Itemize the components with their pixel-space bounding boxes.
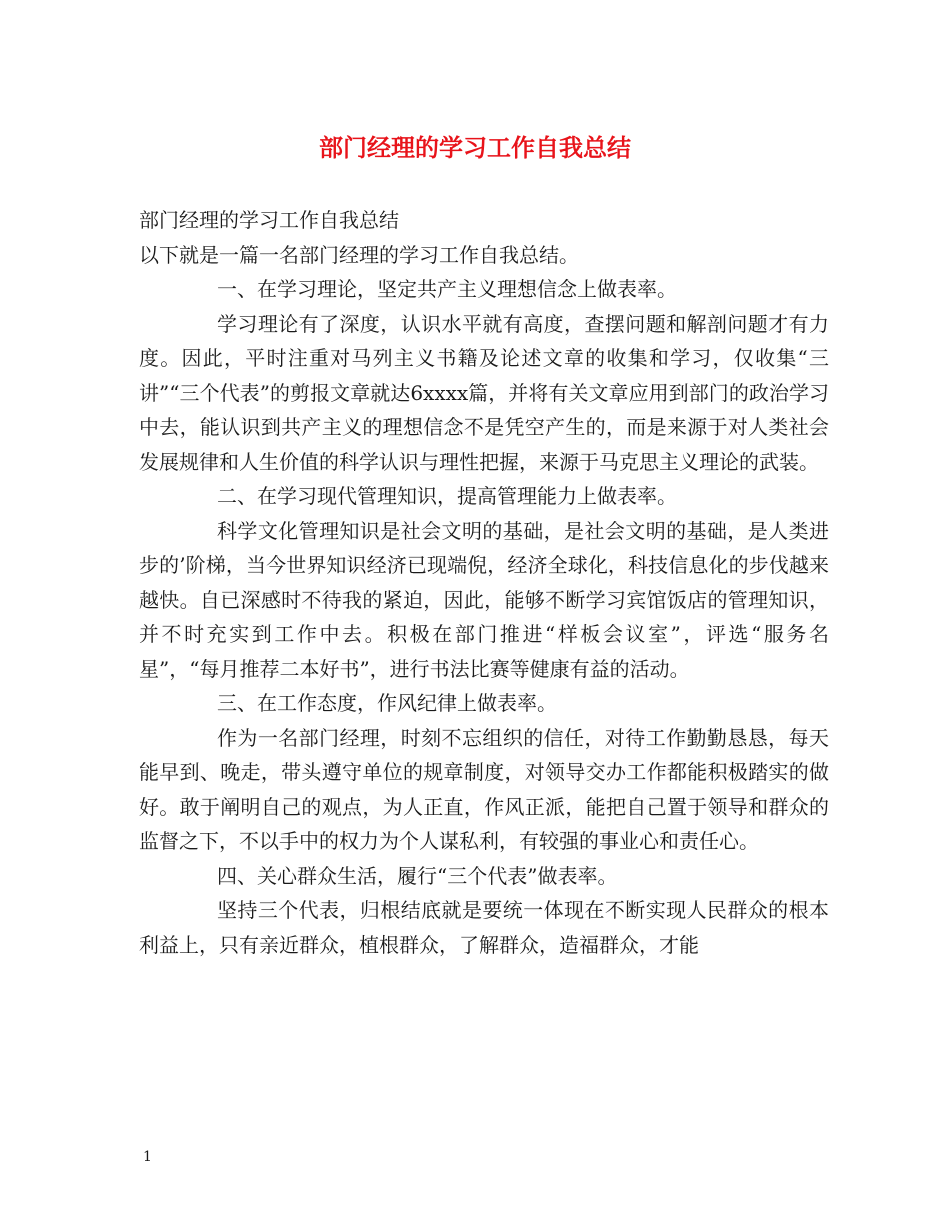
paragraph-section-2: 科学文化管理知识是社会文明的基础，是社会文明的基础，是人类进步的’阶梯，当今世界知识经济已现端倪，经济全球化，科技信息化的步伐越来越快。自已深感时不待我的紧迫，因此，能够不断学习宾馆饭店的管理知识，并不时充实到工作中去。积极在部门推进“样板会议室”，评选“服务名星”，“每月推荐二本好书”，进行书法比赛等健康有益的活动。 [139,518,829,681]
paragraph-section-1: 学习理论有了深度，认识水平就有高度，查摆问题和解剖问题才有力度。因此，平时注重对马列主义书籍及论述文章的收集和学习，仅收集“三讲”“三个代表”的剪报文章就达6xxxx篇，并将有关文章应用到部门的政治学习中去，能认识到共产主义的理想信念不是凭空产生的，而是来源于对人类社会发展规律和人生价值的科学认识与理性把握，来源于马克思主义理论的武装。 [139,311,829,474]
paragraph-section-4: 坚持三个代表，归根结底就是要统一体现在不断实现人民群众的根本利益上，只有亲近群众，植根群众，了解群众，造福群众，才能 [139,898,829,957]
document-title: 部门经理的学习工作自我总结 [319,133,631,162]
paragraph-section-3: 作为一名部门经理，时刻不忘组织的信任，对待工作勤勤恳恳，每天能早到、晚走，带头遵守单位的规章制度，对领导交办工作都能积极踏实的做好。敢于阐明自己的观点，为人正直，作风正派，能把自己置于领导和群众的监督之下，不以手中的权力为个人谋私利，有较强的事业心和责任心。 [139,725,829,853]
section-heading-4: 四、关心群众生活，履行“三个代表”做表率。 [217,863,618,888]
section-heading-3: 三、在工作态度，作风纪律上做表率。 [217,691,557,715]
section-heading-2: 二、在学习现代管理知识，提高管理能力上做表率。 [217,484,677,508]
paragraph-intro: 以下就是一篇一名部门经理的学习工作自我总结。 [139,242,579,267]
document-body [139,203,829,962]
paragraph-subtitle: 部门经理的学习工作自我总结 [139,208,399,232]
section-heading-1: 一、在学习理论，坚定共产主义理想信念上做表率。 [217,277,677,301]
page-number: 1 [143,1149,152,1165]
